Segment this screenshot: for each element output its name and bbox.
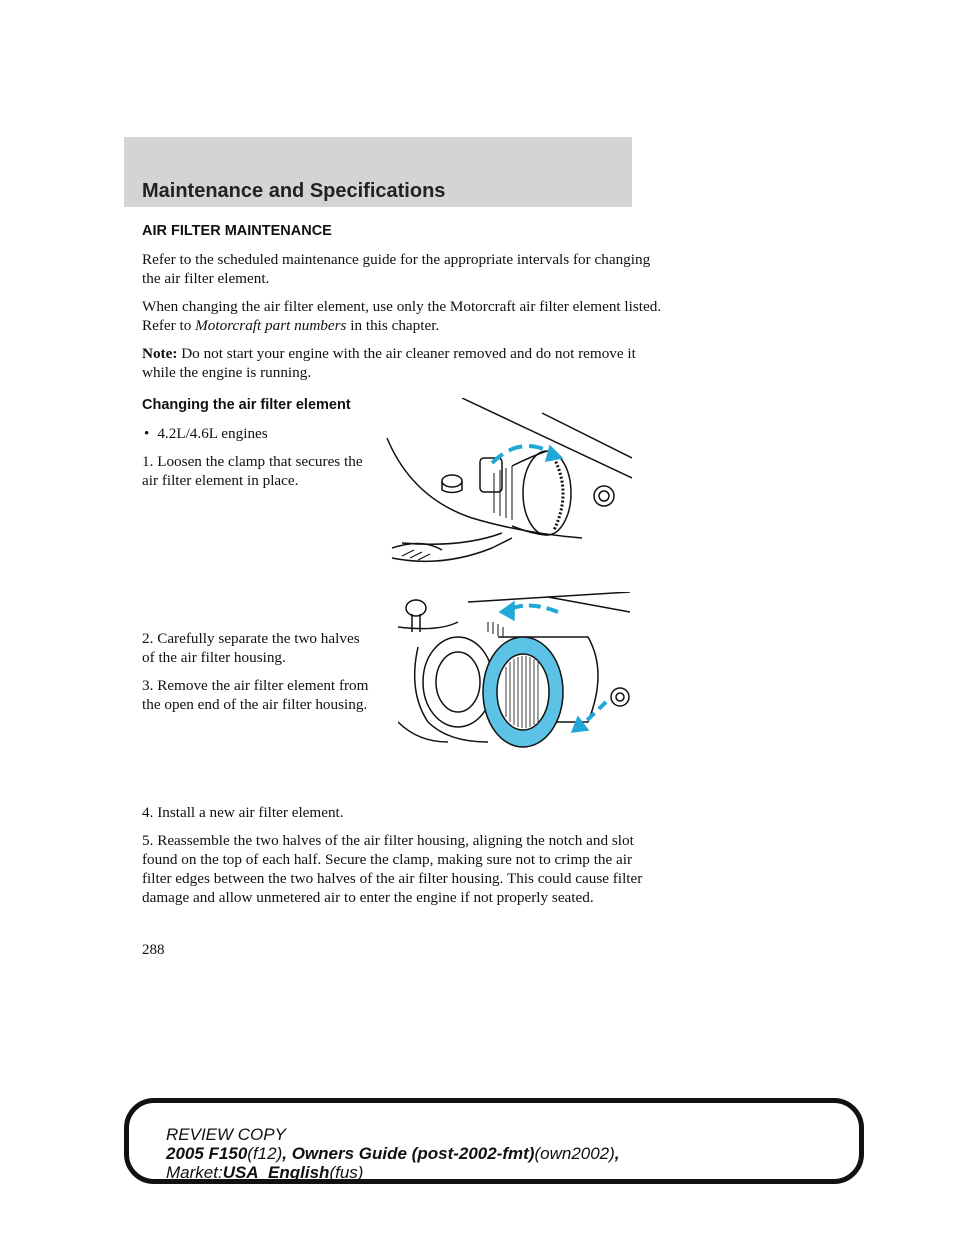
- motorcraft-text-start: When changing the air filter element, use only the Motorcraft air filter element listed. Refer to: [142, 298, 662, 334]
- page-header-title: Maintenance and Specifications: [142, 180, 446, 202]
- step-3: 3. Remove the air filter element from the open end of the air filter housing.: [142, 677, 369, 713]
- paragraph-motorcraft: [142, 297, 662, 335]
- motorcraft-text-end: in this chapter.: [346, 317, 440, 334]
- footer-text: [166, 1125, 620, 1182]
- page-number: 288: [142, 942, 165, 958]
- footer-review-copy: REVIEW COPY: [166, 1125, 286, 1144]
- section-heading: AIR FILTER MAINTENANCE: [142, 223, 332, 239]
- figure-remove-element: [398, 592, 630, 752]
- footer-line-2: 2005 F150(f12), Owners Guide (post-2002-fmt)(own2002),: [166, 1144, 620, 1163]
- motorcraft-part-numbers-ref: Motorcraft part numbers: [195, 317, 347, 334]
- bullet-dot: •: [144, 425, 150, 442]
- step-5: 5. Reassemble the two halves of the air filter housing, aligning the notch and slot found on the top of each half. Secure the clamp, making sure not to crimp the air filter edges between the two halves of the air filter housing. This could cause filter damage and allow unmetered air to enter the engine if not properly seated.: [142, 832, 643, 906]
- subsection-heading: Changing the air filter element: [142, 397, 351, 413]
- step-1: 1. Loosen the clamp that secures the air filter element in place.: [142, 453, 363, 489]
- figure-loosen-clamp: [382, 398, 632, 584]
- note-text: Do not start your engine with the air cleaner removed and do not remove it while the engine is running.: [142, 345, 636, 381]
- note-paragraph: [142, 344, 662, 382]
- footer-line-3: Market:USA_English(fus): [166, 1163, 364, 1182]
- step-4: 4. Install a new air filter element.: [142, 804, 344, 821]
- bullet-text: 4.2L/4.6L engines: [157, 425, 268, 442]
- paragraph-intervals: Refer to the scheduled maintenance guide for the appropriate intervals for changing the air filter element.: [142, 251, 651, 287]
- step-2: 2. Carefully separate the two halves of the air filter housing.: [142, 630, 360, 666]
- note-label: Note:: [142, 345, 178, 362]
